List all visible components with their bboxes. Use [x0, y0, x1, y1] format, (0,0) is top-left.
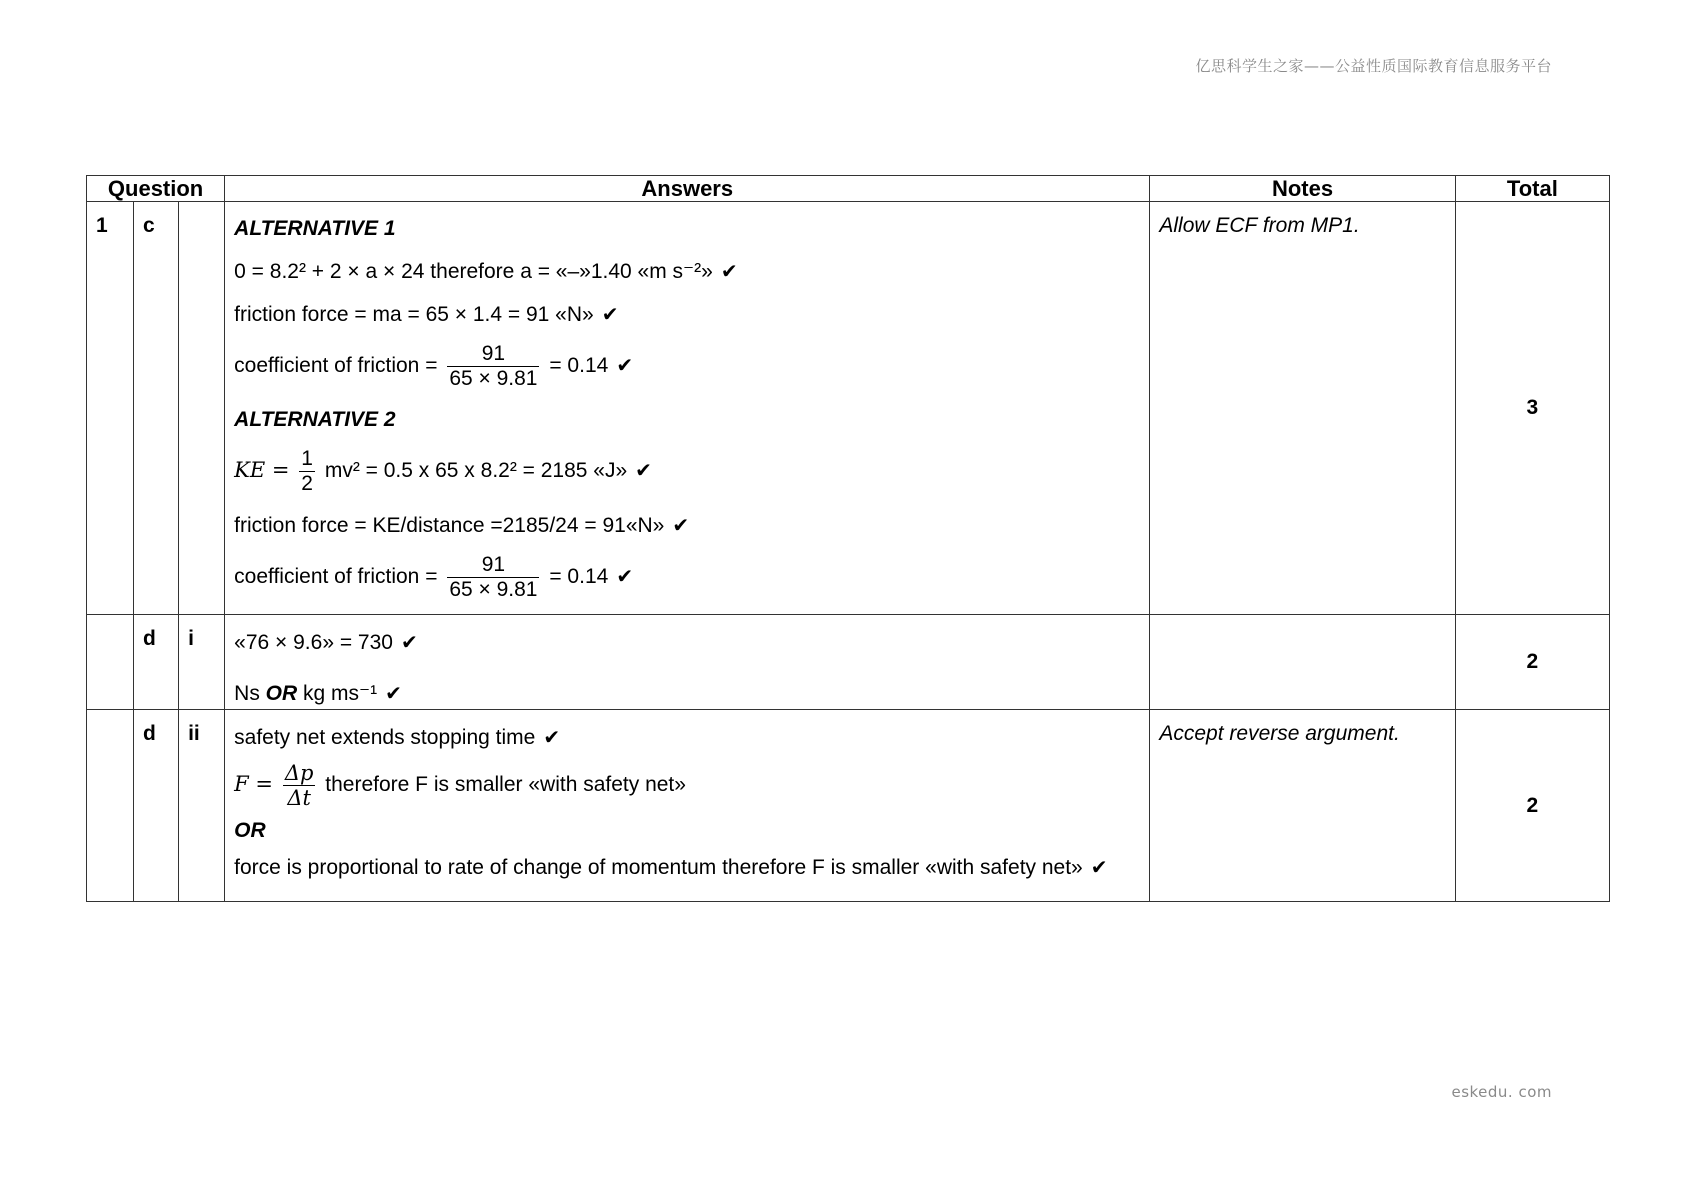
- equation-prefix: KE =: [234, 458, 290, 483]
- fraction: [447, 553, 539, 602]
- tick-icon: ✔: [720, 259, 738, 283]
- question-number: [87, 615, 134, 710]
- answer-line: [234, 761, 1140, 810]
- fraction-denominator: Δt: [287, 786, 311, 810]
- equation-prefix: coefficient of friction =: [234, 565, 438, 589]
- fraction-numerator: Δp: [284, 761, 314, 785]
- answer-line: [234, 510, 1140, 541]
- equation-text: friction force = KE/distance =2185/24 = 91«N»: [234, 514, 665, 537]
- table-header-row: [87, 176, 1610, 202]
- footer-site-url: eskedu. com: [1451, 1083, 1552, 1101]
- fraction-denominator: 2: [301, 472, 313, 495]
- fraction: [283, 761, 316, 810]
- notes-cell: Accept reverse argument.: [1150, 710, 1455, 902]
- equation-text: «76 × 9.6» = 730: [234, 631, 393, 654]
- fraction-denominator: 65 × 9.81: [449, 578, 538, 601]
- tick-icon: ✔: [601, 302, 619, 326]
- equation-text: friction force = ma = 65 × 1.4 = 91 «N»: [234, 303, 594, 326]
- answer-text: safety net extends stopping time: [234, 726, 536, 749]
- alternative-1-heading: ALTERNATIVE 1: [234, 217, 396, 240]
- answer-cell: [225, 615, 1150, 710]
- fraction: [299, 447, 315, 496]
- fraction-numerator: 1: [301, 447, 313, 470]
- equation-prefix: F =: [234, 772, 273, 797]
- answer-cell: [225, 710, 1150, 902]
- fraction: [447, 342, 539, 391]
- question-number: [87, 710, 134, 902]
- notes-cell: Allow ECF from MP1.: [1150, 202, 1455, 615]
- table-row: [87, 615, 1610, 710]
- answer-cell: [225, 202, 1150, 615]
- answer-line: [234, 678, 1140, 709]
- total-marks: 2: [1455, 615, 1609, 710]
- equation-suffix: = 0.14: [549, 565, 609, 589]
- question-subpart: i: [179, 615, 225, 710]
- answer-line: [234, 299, 1140, 330]
- alternative-2-heading: ALTERNATIVE 2: [234, 408, 396, 431]
- answer-line: [234, 256, 1140, 287]
- answer-text: force is proportional to rate of change of momentum therefore F is smaller «with safety net»: [234, 856, 1083, 879]
- notes-cell: [1150, 615, 1455, 710]
- tick-icon: ✔: [616, 353, 634, 378]
- tick-icon: ✔: [635, 458, 652, 483]
- equation-prefix: coefficient of friction =: [234, 354, 438, 378]
- table-row: [87, 710, 1610, 902]
- total-marks: 2: [1455, 710, 1609, 902]
- answer-line: [234, 722, 1140, 753]
- tick-icon: ✔: [385, 681, 402, 705]
- question-part: d: [134, 615, 179, 710]
- answer-line: [234, 852, 1140, 883]
- tick-icon: ✔: [1090, 855, 1108, 879]
- equation-text: 0 = 8.2² + 2 × a × 24 therefore a = «–»1.40 «m s⁻²»: [234, 260, 713, 283]
- answer-line: [234, 627, 1140, 658]
- question-subpart: ii: [179, 710, 225, 902]
- answer-line: [234, 553, 1140, 602]
- question-part: d: [134, 710, 179, 902]
- answer-line: [234, 447, 1140, 496]
- question-part: c: [134, 202, 179, 615]
- unit-text: kg ms⁻¹: [303, 682, 378, 705]
- tick-icon: ✔: [400, 630, 418, 654]
- tick-icon: ✔: [616, 564, 634, 589]
- question-number: 1: [87, 202, 134, 615]
- total-marks: 3: [1455, 202, 1609, 615]
- header-site-note: 亿思科学生之家——公益性质国际教育信息服务平台: [1195, 57, 1552, 75]
- fraction-numerator: 91: [447, 342, 539, 367]
- tick-icon: ✔: [672, 513, 690, 537]
- fraction-numerator: 91: [447, 553, 539, 578]
- column-header-notes: Notes: [1150, 176, 1455, 202]
- column-header-total: Total: [1455, 176, 1609, 202]
- or-keyword: OR: [265, 682, 298, 705]
- equation-suffix: therefore F is smaller «with safety net»: [325, 773, 686, 797]
- unit-text: Ns: [234, 682, 260, 705]
- column-header-answers: Answers: [225, 176, 1150, 202]
- column-header-question: Question: [87, 176, 225, 202]
- answer-line: [234, 342, 1140, 391]
- or-keyword: OR: [234, 819, 266, 842]
- equation-suffix: = 0.14: [549, 354, 609, 378]
- question-subpart: [179, 202, 225, 615]
- markscheme-table: [86, 175, 1610, 902]
- equation-suffix: mv² = 0.5 x 65 x 8.2² = 2185 «J»: [324, 459, 628, 483]
- fraction-denominator: 65 × 9.81: [449, 367, 538, 390]
- table-row: [87, 202, 1610, 615]
- tick-icon: ✔: [543, 725, 561, 749]
